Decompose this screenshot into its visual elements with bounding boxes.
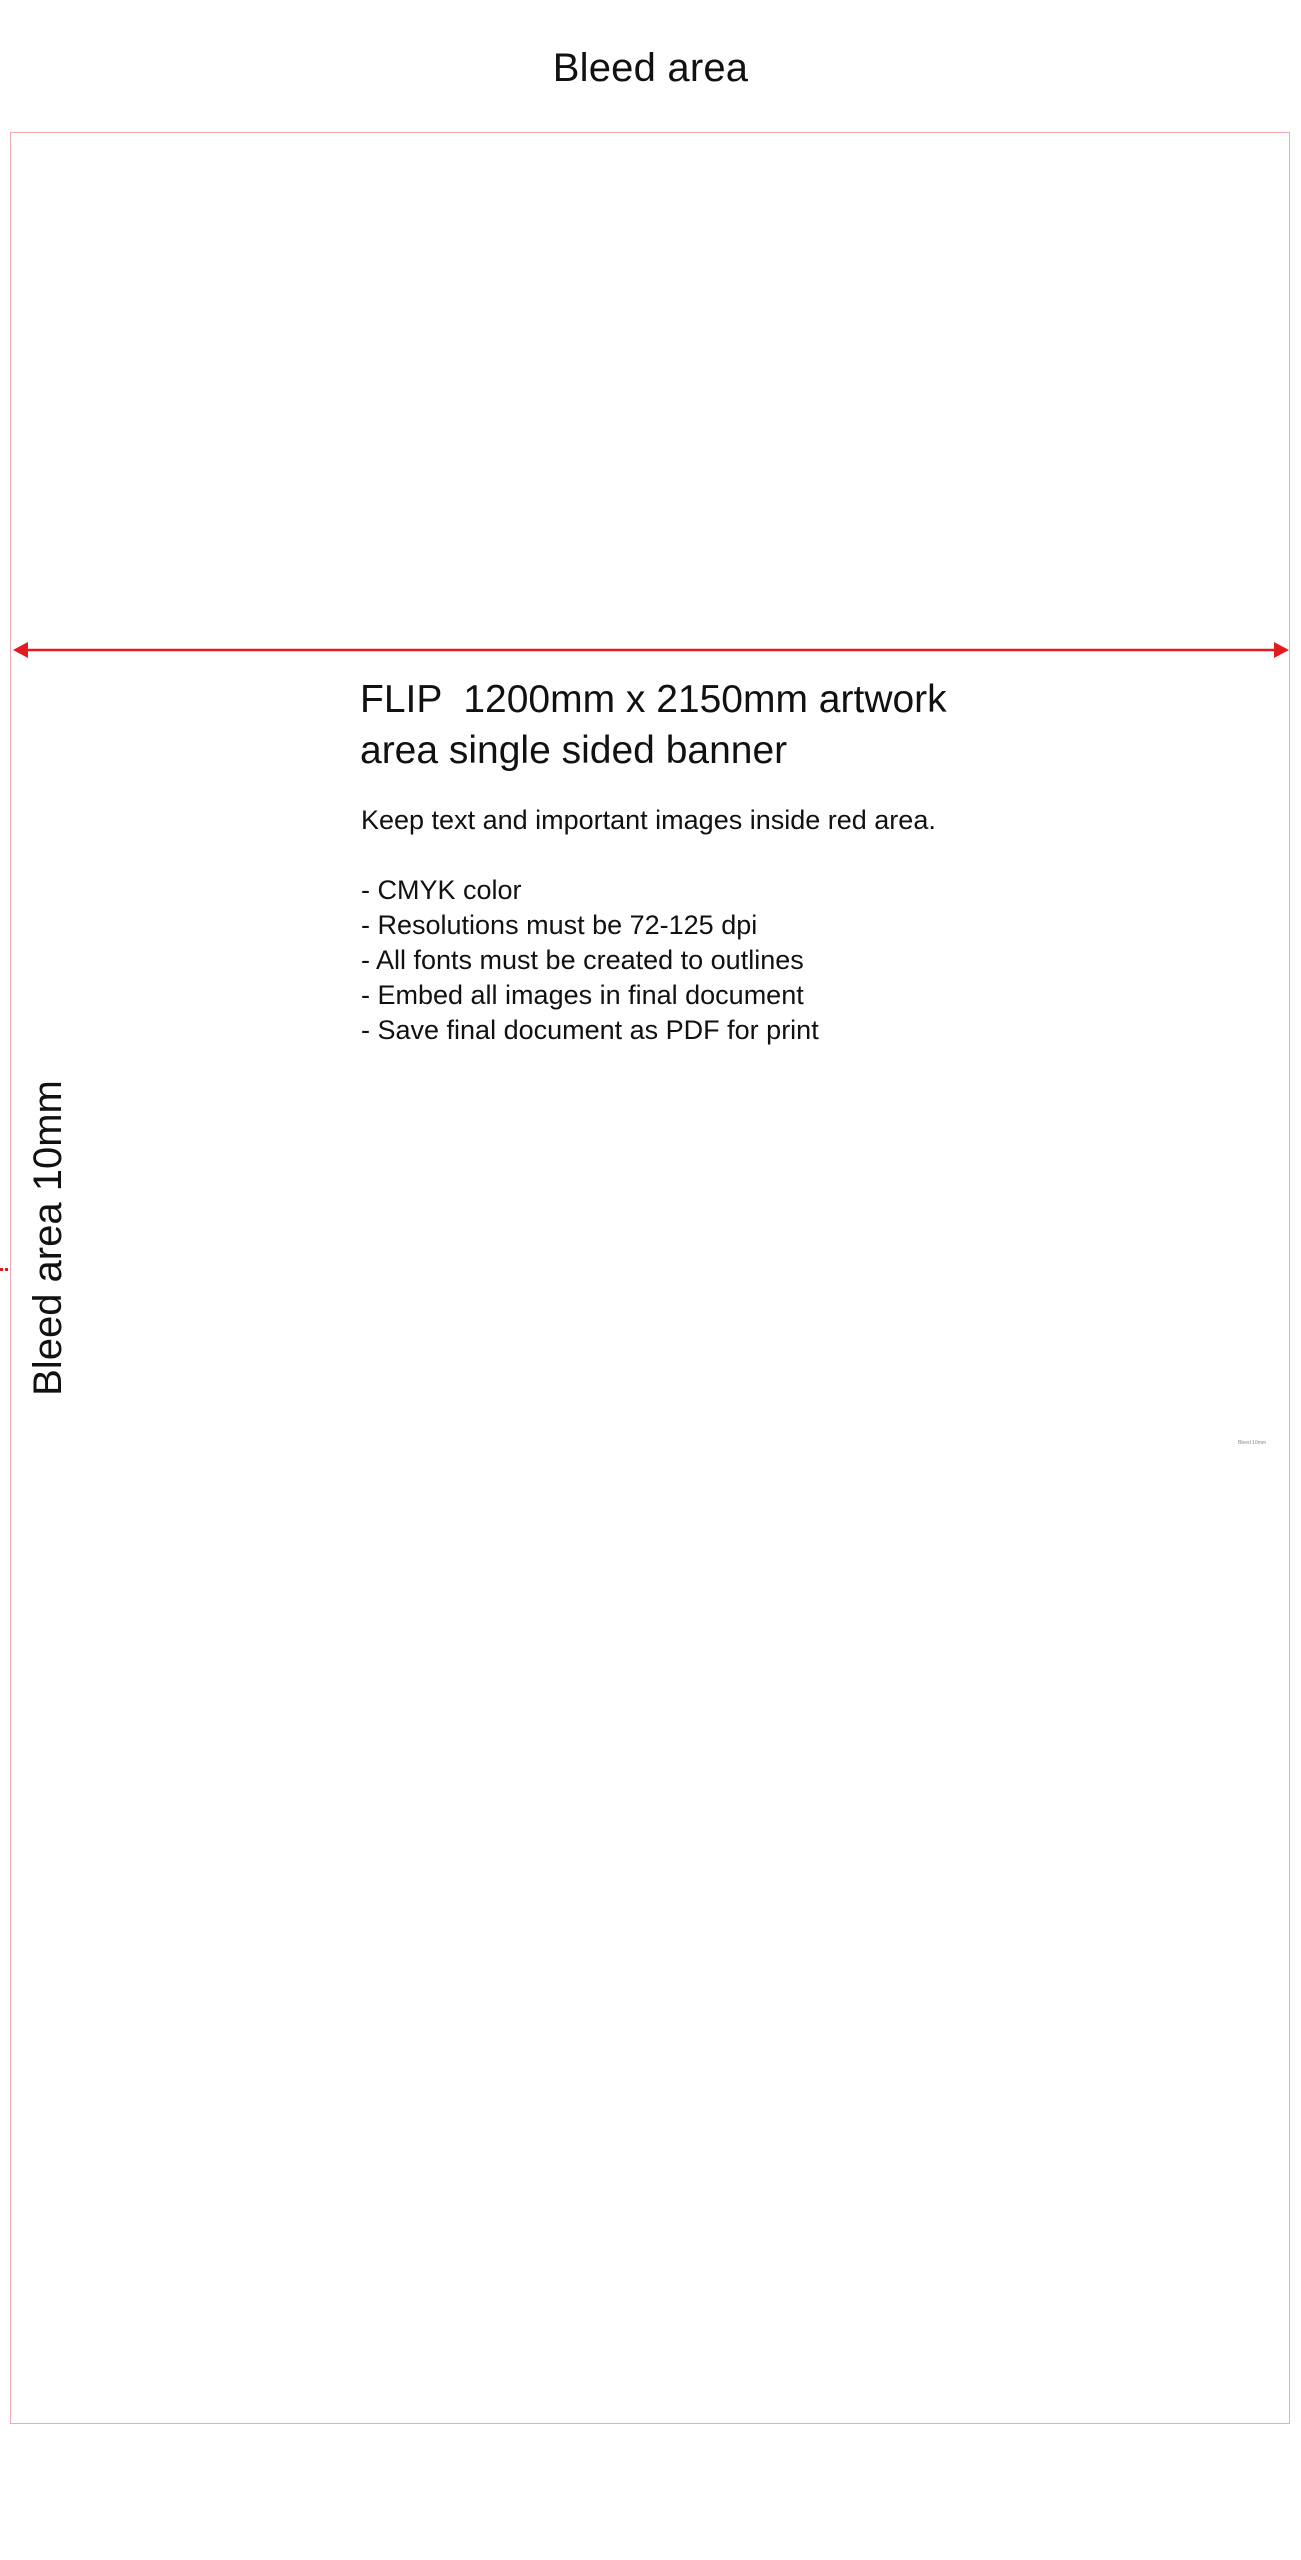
requirements-list bbox=[361, 873, 1140, 1048]
document-title-line-2: area single sided banner bbox=[360, 729, 788, 772]
bleed-area-top-label: Bleed area bbox=[552, 46, 749, 90]
artwork-instructions bbox=[360, 674, 1140, 1048]
document-title-line-1: FLIP 1200mm x 2150mm artwork bbox=[360, 678, 947, 721]
tiny-bleed-mark-label: Bleed 10mm bbox=[1238, 1440, 1267, 1446]
bleed-area-side-label: Bleed area 10mm bbox=[26, 1080, 70, 1396]
width-dimension-arrow-icon bbox=[13, 636, 1289, 664]
instruction-lead: Keep text and important images inside red area. bbox=[361, 805, 936, 835]
requirement-item: - Save final document as PDF for print bbox=[361, 1015, 819, 1045]
requirement-item: - All fonts must be created to outlines bbox=[361, 945, 804, 975]
requirement-item: - CMYK color bbox=[361, 875, 522, 905]
requirement-item: - Embed all images in final document bbox=[361, 980, 804, 1010]
bleed-area-frame bbox=[10, 132, 1290, 2424]
requirement-item: - Resolutions must be 72-125 dpi bbox=[361, 910, 758, 940]
side-bleed-tick-mark bbox=[0, 1268, 10, 1271]
